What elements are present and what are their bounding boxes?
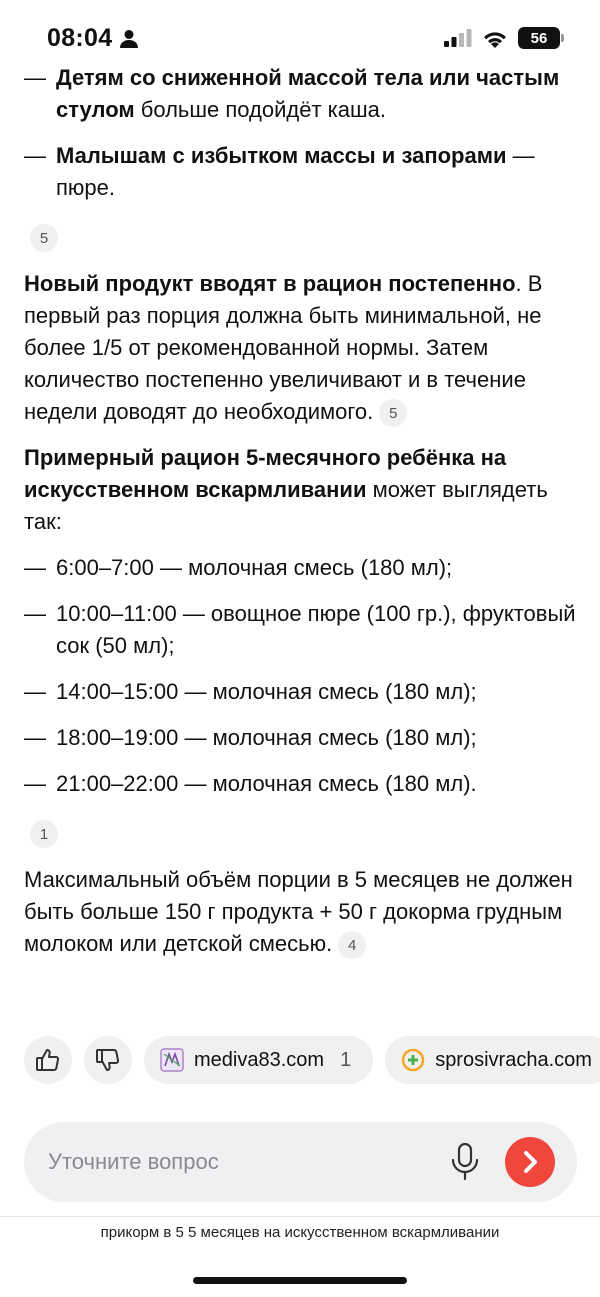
reference-badge[interactable]: 5	[30, 224, 58, 252]
item-bold-text: Детям со сниженной массой тела или частым стулом	[56, 65, 560, 122]
schedule-item	[24, 676, 584, 708]
schedule-text: 18:00–19:00 — молочная смесь (180 мл);	[56, 725, 477, 750]
dash-marker: —	[24, 601, 46, 626]
schedule-text: 21:00–22:00 — молочная смесь (180 мл).	[56, 771, 477, 796]
paragraph-text: Максимальный объём порции в 5 месяцев не должен быть больше 150 г продукта + 50 г докорма грудным молоком или детской смесью.	[24, 867, 573, 956]
item-text: — пюре.	[56, 143, 535, 200]
paragraph-text: может выглядеть так:	[24, 477, 548, 534]
status-time-group	[47, 24, 138, 53]
schedule-item	[24, 598, 584, 662]
thumbs-up-icon	[35, 1047, 61, 1073]
source-domain: mediva83.com	[194, 1048, 325, 1071]
paragraph	[24, 268, 584, 428]
home-indicator[interactable]	[193, 1277, 407, 1284]
source-domain: sprosivracha.com	[435, 1048, 592, 1071]
voice-input-button[interactable]	[445, 1138, 485, 1186]
battery-indicator: 56	[518, 27, 560, 49]
dash-marker: —	[24, 771, 46, 796]
schedule-item	[24, 722, 584, 754]
mediva-logo-icon	[160, 1048, 184, 1072]
paragraph-bold-text: Новый продукт вводят в рацион постепенно	[24, 271, 516, 296]
schedule-text: 6:00–7:00 — молочная смесь (180 мл);	[56, 555, 453, 580]
reference-badge[interactable]: 5	[379, 399, 407, 427]
reference-badge[interactable]: 1	[30, 820, 58, 848]
paragraph	[24, 442, 584, 538]
dash-marker: —	[24, 679, 46, 704]
dash-marker: —	[24, 555, 46, 580]
list-item	[24, 140, 584, 204]
answer-content	[24, 62, 584, 974]
submit-button[interactable]	[505, 1137, 555, 1187]
status-indicators	[444, 27, 560, 49]
microphone-icon	[450, 1142, 480, 1182]
reference-badge[interactable]: 4	[338, 931, 366, 959]
dash-marker: —	[24, 65, 46, 90]
source-chip-mediva[interactable]	[144, 1036, 373, 1084]
divider	[0, 1216, 600, 1217]
paragraph-bold-text: Примерный рацион 5-месячного ребёнка на искусственном вскармливании	[24, 445, 507, 502]
paragraph-text: . В первый раз порция должна быть минимальной, не более 1/5 от рекомендованной нормы. Затем количество постепенно увеличивают и в течение недели доводят до необходимого.	[24, 271, 543, 424]
like-button[interactable]	[24, 1036, 72, 1084]
item-bold-text: Малышам с избытком массы и запорами	[56, 143, 507, 168]
schedule-item	[24, 768, 584, 800]
dash-marker: —	[24, 143, 46, 168]
source-count: 1	[340, 1048, 352, 1071]
reference-line	[24, 814, 584, 854]
wifi-icon	[482, 28, 508, 48]
schedule-text: 14:00–15:00 — молочная смесь (180 мл);	[56, 679, 477, 704]
search-bar	[24, 1122, 577, 1202]
chevron-right-icon	[519, 1150, 541, 1174]
source-chip-sprosivracha[interactable]	[385, 1036, 600, 1084]
dislike-button[interactable]	[84, 1036, 132, 1084]
search-query-text[interactable]: прикорм в 5 5 месяцев на искусственном вскармливании	[100, 1224, 500, 1241]
paragraph	[24, 864, 584, 960]
thumbs-down-icon	[95, 1047, 121, 1073]
list-item	[24, 62, 584, 126]
schedule-item	[24, 552, 584, 584]
sprosivracha-logo-icon	[401, 1048, 425, 1072]
dash-marker: —	[24, 725, 46, 750]
person-icon	[120, 29, 138, 49]
status-time: 08:04	[47, 24, 113, 52]
answer-actions	[24, 1036, 600, 1086]
reference-line	[24, 218, 584, 258]
item-text: больше подойдёт каша.	[134, 97, 387, 122]
search-input[interactable]	[48, 1149, 445, 1175]
cellular-signal-icon	[444, 29, 472, 47]
schedule-text: 10:00–11:00 — овощное пюре (100 гр.), фруктовый сок (50 мл);	[56, 601, 576, 658]
